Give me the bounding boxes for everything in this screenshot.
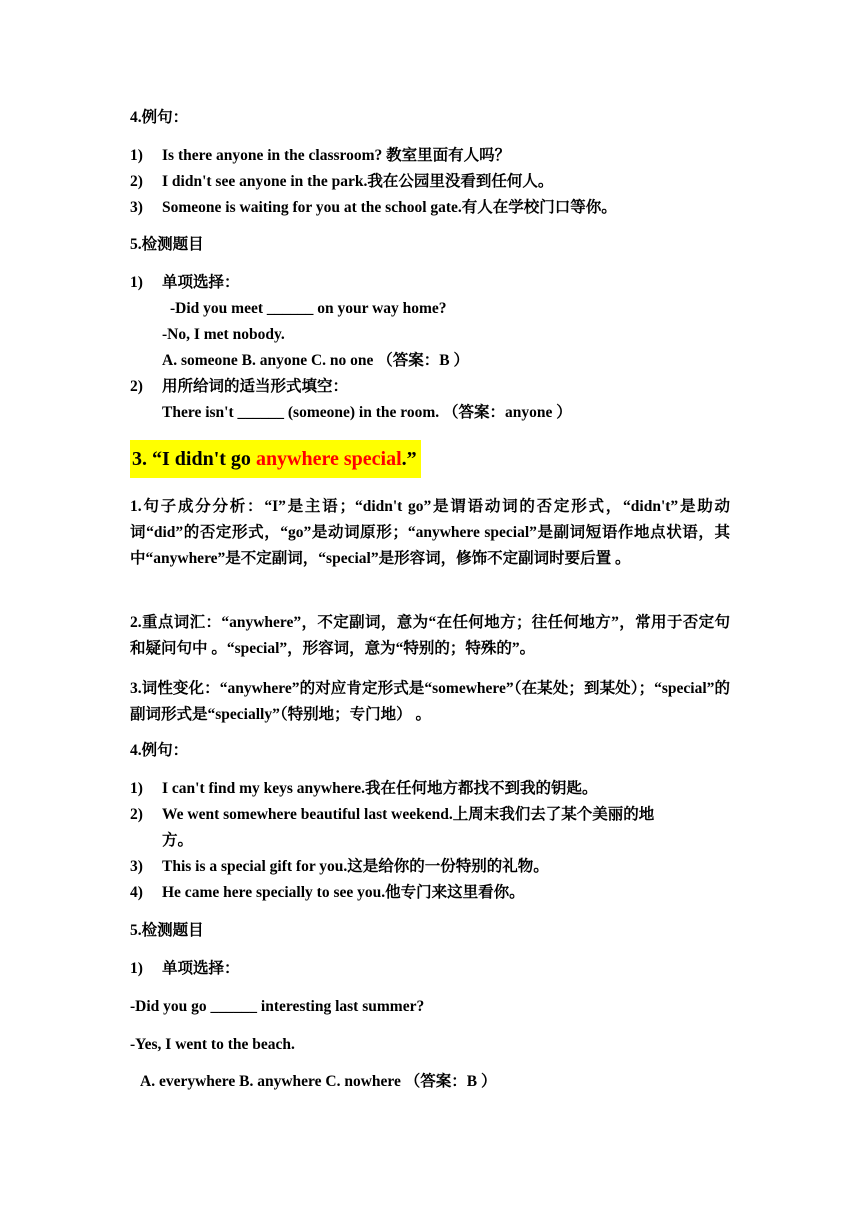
item-text: Someone is waiting for you at the school gate.有人在学校门口等你。 — [162, 199, 617, 216]
section-title: 3. “I didn't go anywhere special .” — [130, 440, 421, 478]
item-text: He came here specially to see you.他专门来这里看你。 — [162, 884, 525, 901]
highlight-text: anywhere special — [255, 448, 402, 470]
item-number: 1) — [130, 147, 143, 164]
item-number: 1) — [130, 274, 143, 291]
item-number: 3) — [130, 858, 143, 875]
item-text: I didn't see anyone in the park.我在公园里没看到任何人。 — [162, 173, 554, 190]
item-text: We went somewhere beautiful last weekend.上周末我们去了某个美丽的地 — [162, 806, 655, 823]
item-number: 4) — [130, 884, 143, 901]
item-text: I can't find my keys anywhere.我在任何地方都找不到我的钥匙。 — [162, 780, 598, 797]
paragraph-word-forms: 3.词性变化：“anywhere”的对应肯定形式是“somewhere”（在某处；到某处）；“special”的副词形式是“specially”（特别地；专门地） 。 — [130, 680, 730, 723]
paragraph-analysis: 1.句子成分分析：“I”是主语；“didn't go”是谓语动词的否定形式，“didn't”是助动词“did”的否定形式，“go”是动词原形；“anywhere special”是副词短语作地点状语，其中“anywhere”是不定副词，“special”是形容词，修饰不定副词时要后置 。 — [130, 498, 730, 567]
item-number: 1) — [130, 780, 143, 797]
paragraph-vocabulary: 2.重点词汇：“anywhere”，不定副词，意为“在任何地方；往任何地方”，常用于否定句和疑问句中 。“special”，形容词，意为“特别的；特殊的”。 — [130, 614, 730, 657]
item-number: 2) — [130, 378, 143, 395]
item-number: 1) — [130, 960, 143, 977]
item-number: 3) — [130, 199, 143, 216]
question-title: 用所给词的适当形式填空： — [162, 378, 349, 395]
question-title: 单项选择： — [162, 274, 240, 291]
item-number: 2) — [130, 173, 143, 190]
item-text: This is a special gift for you.这是给你的一份特别的礼物。 — [162, 858, 549, 875]
question-title: 单项选择： — [162, 960, 240, 977]
item-text: Is there anyone in the classroom? 教室里面有人吗？ — [162, 147, 511, 164]
item-number: 2) — [130, 806, 143, 823]
item-text: 方。 — [162, 832, 194, 849]
document-page: 4.例句： 1) Is there anyone in the classroom? 教室里面有人吗？ 2) I didn't see anyone in the park.我在公园里没看到任何人。 3) Someone is waiting for you at the school gate.有人在学校门口等你。 5.检测题目 1) 单项选择： -Did you meet ______ on your way home? -No, I met nobody. A. someone B. anyone C. no one （答案：B ） 2) 用所给词的适当形式填空： There isn't ______ (someone) in the room. （答案：anyone ） 3. “I didn't go anywhere special .” 1.句子成分分析：“I”是主语；“didn't go”是谓语动词的否定形式，“didn't”是助动词“did”的否定形式，“go”是动词原形；“anywhere special”是副词短语作地点状语，其中“anywhere”是不定副词，“special”是形容词，修饰不定副词时要后置 。 2.重点词汇：“anywhere”，不定副词，意为“在任何地方；往任何地方”，常用于否定句和疑问句中 。“special”，形容词，意为“特别的；特殊的”。 3.词性变化：“anywhere”的对应肯定形式是“somewhere”（在某处；到某处）；“special”的副词形式是“specially”（特别地；专门地） 。 4.例句： 1) I can't find my keys anywhere.我在任何地方都找不到我的钥匙。 2) We went somewhere beautiful last weekend.上周末我们去了某个美丽的地 方。 3) This is a special gift for you.这是给你的一份特别的礼物。 4) He came here specially to see you.他专门来这里看你。 5.检测题目 1) 单项选择： -Did you go ______ interesting last summer? -Yes, I went to the beach. A. everywhere B. anywhere C. nowhere （答案：B ） — [130, 109, 730, 1090]
